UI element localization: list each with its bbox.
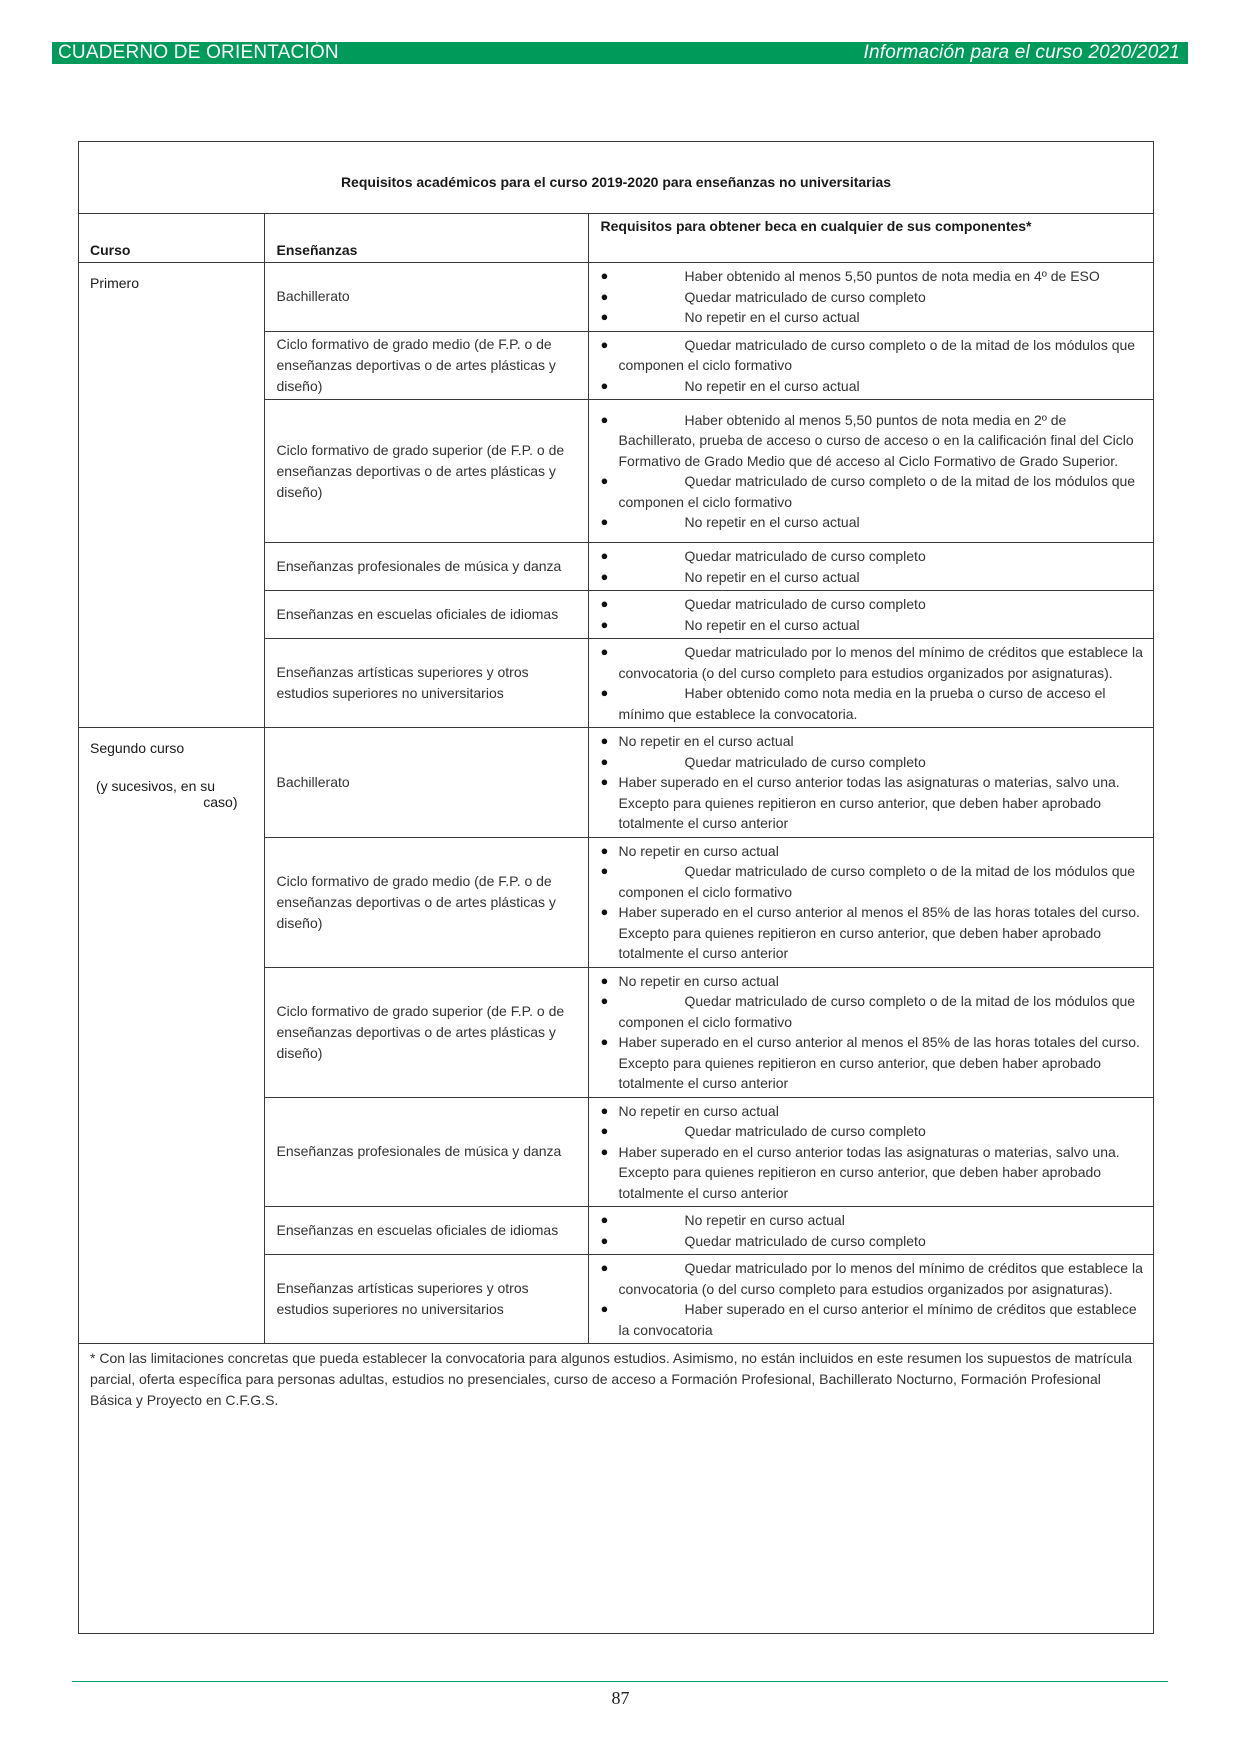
bullet-icon: ● <box>600 514 609 529</box>
requisito-item <box>601 1121 1145 1142</box>
requisito-text: Haber obtenido al menos 5,50 puntos de nota media en 4º de ESO <box>684 268 1100 284</box>
bullet-icon: ● <box>600 1034 609 1049</box>
ensenanza-cell: Ciclo formativo de grado medio (de F.P. o de enseñanzas deportivas o de artes plásticas y diseño) <box>264 837 588 967</box>
requisito-item <box>601 1101 1145 1122</box>
requisito-text: Haber superado en el curso anterior al menos el 85% de las horas totales del curso. Excepto para quienes repitieron en curso anterior, que deben haber aprobado totalmente el curso anterior <box>618 904 1140 961</box>
requisitos-cell <box>588 543 1154 591</box>
requisito-text: Haber superado en el curso anterior todas las asignaturas o materias, salvo una. Excepto para quienes repitieron en curso anterior, que deben haber aprobado totalmente el curso anterior <box>618 1143 1120 1201</box>
requisito-text: Quedar matriculado de curso completo o de la mitad de los módulos que componen el ciclo formativo <box>618 863 1136 900</box>
bullet-icon: ● <box>600 1123 609 1138</box>
bullet-icon: ● <box>600 904 609 919</box>
requisitos-cell <box>588 1097 1154 1207</box>
requisitos-cell <box>588 400 1154 543</box>
requisitos-cell <box>588 591 1154 639</box>
requisito-text: Quedar matriculado de curso completo <box>684 1232 926 1249</box>
requisito-text: Haber superado en el curso anterior todas las asignaturas o materias, salvo una. Excepto para quienes repitieron en curso anterior, que deben haber aprobado totalmente el curso anterior <box>618 774 1120 831</box>
bullet-icon: ● <box>600 616 609 632</box>
requisito-text: Quedar matriculado de curso completo <box>684 548 926 564</box>
bullet-icon: ● <box>600 1260 609 1275</box>
requisito-item <box>601 1032 1145 1094</box>
ensenanza-cell: Enseñanzas artísticas superiores y otros estudios superiores no universitarios <box>264 639 588 728</box>
ensenanza-cell: Bachillerato <box>264 263 588 332</box>
ensenanza-cell: Bachillerato <box>264 728 588 838</box>
bullet-icon: ● <box>600 1102 609 1118</box>
requisito-text: Quedar matriculado por lo menos del mínimo de créditos que establece la convocatoria (o del curso completo para estudios organizados por asignaturas). <box>618 1260 1143 1297</box>
requisito-text: Quedar matriculado de curso completo o de la mitad de los módulos que componen el ciclo formativo <box>618 473 1136 510</box>
curso-sublabel: (y sucesivos, en su <box>96 778 216 794</box>
curso-label: Segundo curso <box>90 740 185 756</box>
requisitos-cell <box>588 837 1154 967</box>
bullet-icon: ● <box>600 1232 609 1248</box>
requirements-table <box>78 141 1154 1572</box>
bullet-icon: ● <box>600 268 609 283</box>
bullet-icon: ● <box>600 411 609 427</box>
bullet-icon: ● <box>600 733 609 748</box>
requisito-item <box>601 772 1145 834</box>
requisito-text: No repetir en el curso actual <box>684 514 860 530</box>
requisito-item <box>601 861 1145 902</box>
requisito-text: No repetir en el curso actual <box>618 733 794 749</box>
bullet-icon: ● <box>600 1143 609 1159</box>
bullet-icon: ● <box>600 336 609 352</box>
requisito-item <box>601 642 1145 683</box>
requisito-item <box>601 1210 1145 1231</box>
requisito-text: No repetir en curso actual <box>618 1102 779 1119</box>
bullet-icon: ● <box>600 1301 609 1316</box>
header-title-right: Información para el curso 2020/2021 <box>863 42 1180 63</box>
bullet-icon: ● <box>600 644 609 659</box>
ensenanza-cell: Ciclo formativo de grado superior (de F.P. o de enseñanzas deportivas o de artes plásticas y diseño) <box>264 967 588 1097</box>
requisito-item <box>601 902 1145 964</box>
requisito-text: No repetir en el curso actual <box>684 377 860 394</box>
footnote: * Con las limitaciones concretas que pueda establecer la convocatoria para algunos estudios. Asimismo, no están incluidos en este resumen los supuestos de matrícula parcial, oferta específica para personas adultas, estudios no presenciales, curso de acceso a Formación Profesional, Bachillerato Nocturno, Formación Profesional Básica y Proyecto en C.F.G.S. <box>78 1344 1154 1573</box>
requisito-item <box>601 1299 1145 1340</box>
footer-divider <box>72 1681 1168 1682</box>
bullet-icon: ● <box>600 596 609 611</box>
requisito-text: Haber superado en el curso anterior el mínimo de créditos que establece la convocatoria <box>618 1301 1137 1338</box>
column-header-curso: Curso <box>78 214 264 263</box>
requisito-item <box>601 594 1145 615</box>
bullet-icon: ● <box>600 309 609 324</box>
requisito-item <box>601 1258 1145 1299</box>
requisito-item <box>601 752 1145 773</box>
table-row <box>78 728 1154 838</box>
requisitos-cell <box>588 1255 1154 1344</box>
curso-sublabel: caso) <box>203 794 238 810</box>
requisito-item <box>601 615 1145 636</box>
requisito-text: Quedar matriculado de curso completo <box>684 596 926 612</box>
bullet-icon: ● <box>600 972 609 988</box>
requisito-item <box>601 307 1145 328</box>
requisitos-cell <box>588 728 1154 838</box>
requisitos-cell <box>588 331 1154 400</box>
requisitos-cell <box>588 967 1154 1097</box>
requisito-item <box>601 841 1145 862</box>
requisitos-cell <box>588 263 1154 332</box>
requisito-item <box>601 683 1145 724</box>
table-title: Requisitos académicos para el curso 2019-2020 para enseñanzas no universitarias <box>78 141 1154 214</box>
bullet-icon: ● <box>600 993 609 1008</box>
ensenanza-cell: Ciclo formativo de grado superior (de F.P. o de enseñanzas deportivas o de artes plásticas y diseño) <box>264 400 588 543</box>
bullet-icon: ● <box>600 685 609 700</box>
requisito-item <box>601 567 1145 588</box>
ensenanza-cell: Enseñanzas profesionales de música y danza <box>264 543 588 591</box>
requisito-item <box>601 335 1145 376</box>
requisitos-cell <box>588 639 1154 728</box>
requisito-text: No repetir en curso actual <box>684 1212 845 1228</box>
requisito-text: Quedar matriculado de curso completo o de la mitad de los módulos que componen el ciclo formativo <box>618 336 1136 373</box>
curso-primero <box>78 263 264 728</box>
column-header-requisitos: Requisitos para obtener beca en cualquier de sus componentes* <box>588 214 1154 263</box>
requisito-text: Quedar matriculado de curso completo o de la mitad de los módulos que componen el ciclo formativo <box>618 993 1136 1030</box>
bullet-icon: ● <box>600 473 609 488</box>
requisito-text: Haber obtenido como nota media en la prueba o curso de acceso el mínimo que establece la convocatoria. <box>618 685 1106 722</box>
requisitos-cell <box>588 1207 1154 1255</box>
header-title-left: CUADERNO DE ORIENTACIÓN <box>58 42 339 63</box>
requisito-text: No repetir en curso actual <box>618 842 779 859</box>
requisito-item <box>601 410 1145 472</box>
requisito-text: Quedar matriculado de curso completo <box>684 1123 926 1139</box>
ensenanza-cell: Enseñanzas en escuelas oficiales de idiomas <box>264 591 588 639</box>
ensenanza-cell: Ciclo formativo de grado medio (de F.P. o de enseñanzas deportivas o de artes plásticas y diseño) <box>264 331 588 400</box>
requisito-text: Haber superado en el curso anterior al menos el 85% de las horas totales del curso. Excepto para quienes repitieron en curso anterior, que deben haber aprobado totalmente el curso anterior <box>618 1034 1140 1091</box>
requisito-item <box>601 512 1145 533</box>
bullet-icon: ● <box>600 377 609 393</box>
requisito-text: Quedar matriculado de curso completo <box>684 753 926 770</box>
bullet-icon: ● <box>600 842 609 858</box>
page-number: 87 <box>611 1688 630 1708</box>
column-header-ensenanzas: Enseñanzas <box>264 214 588 263</box>
requisito-item <box>601 971 1145 992</box>
requisito-item <box>601 266 1145 287</box>
requisito-text: Quedar matriculado por lo menos del mínimo de créditos que establece la convocatoria (o del curso completo para estudios organizados por asignaturas). <box>618 644 1143 681</box>
requisito-item <box>601 471 1145 512</box>
header-bar <box>52 42 1188 64</box>
requisito-text: No repetir en el curso actual <box>684 568 860 585</box>
curso-label: Primero <box>90 275 140 291</box>
requisito-item <box>601 1231 1145 1252</box>
requisito-item <box>601 546 1145 567</box>
ensenanza-cell: Enseñanzas profesionales de música y danza <box>264 1097 588 1207</box>
requisito-text: No repetir en curso actual <box>618 972 779 989</box>
table-row <box>78 263 1154 332</box>
requisito-item <box>601 376 1145 397</box>
requisito-text: Haber obtenido al menos 5,50 puntos de nota media en 2º de Bachillerato, prueba de acceso o curso de acceso o en la calificación final del Ciclo Formativo de Grado Medio que dé acceso al Ciclo Formativo de Grado Superior. <box>618 411 1134 469</box>
requisito-item <box>601 1142 1145 1204</box>
bullet-icon: ● <box>600 1212 609 1227</box>
requisito-text: No repetir en el curso actual <box>684 616 860 633</box>
requisito-text: No repetir en el curso actual <box>684 309 860 325</box>
requisito-text: Quedar matriculado de curso completo <box>684 288 926 305</box>
bullet-icon: ● <box>600 288 609 304</box>
requisito-item <box>601 991 1145 1032</box>
bullet-icon: ● <box>600 548 609 563</box>
requisito-item <box>601 731 1145 752</box>
ensenanza-cell: Enseñanzas artísticas superiores y otros estudios superiores no universitarios <box>264 1255 588 1344</box>
bullet-icon: ● <box>600 568 609 584</box>
bullet-icon: ● <box>600 753 609 769</box>
bullet-icon: ● <box>600 863 609 878</box>
ensenanza-cell: Enseñanzas en escuelas oficiales de idiomas <box>264 1207 588 1255</box>
requisito-item <box>601 287 1145 308</box>
curso-segundo <box>78 728 264 1344</box>
bullet-icon: ● <box>600 774 609 789</box>
